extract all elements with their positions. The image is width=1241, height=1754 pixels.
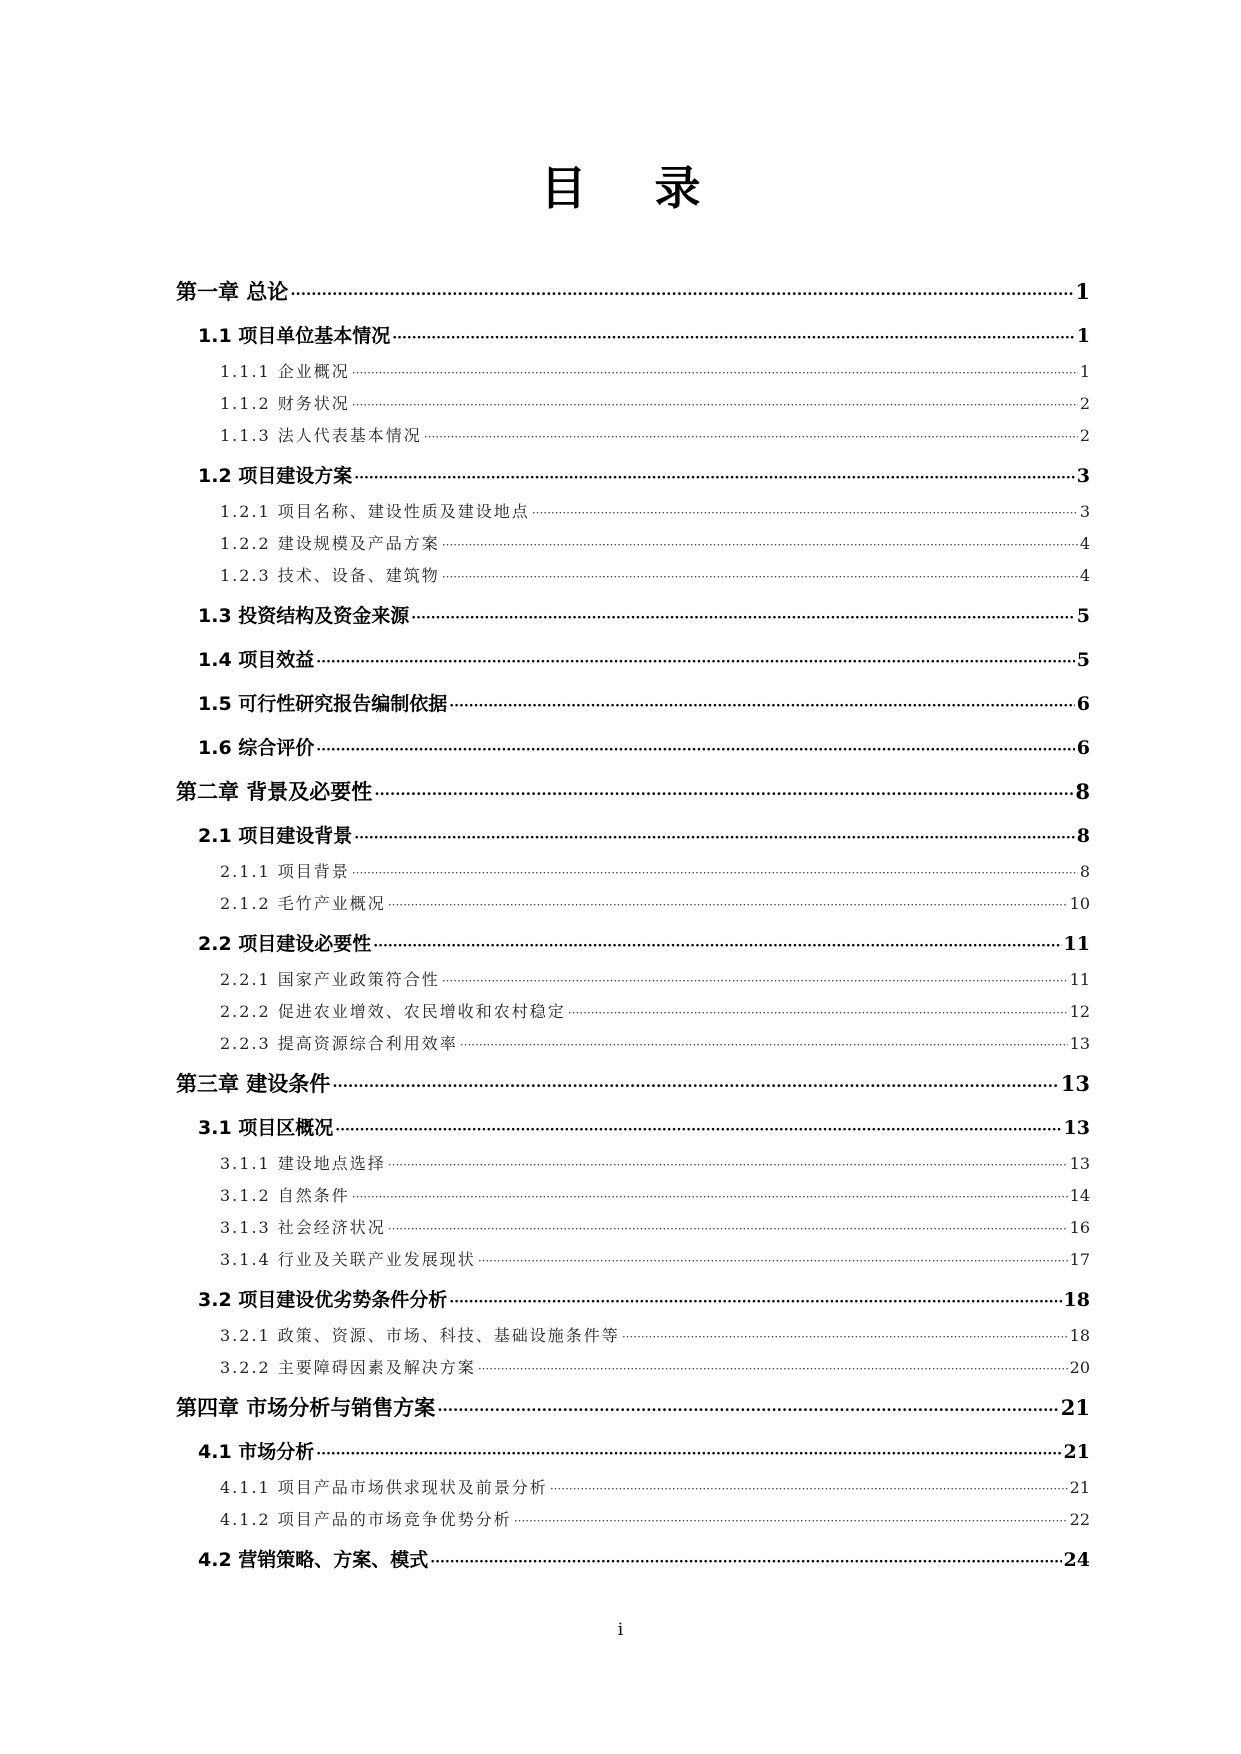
toc-entry-label: 第四章 市场分析与销售方案 [176,1396,436,1420]
toc-entry-page: 1 [1079,362,1090,381]
dot-leader [449,1282,1061,1322]
toc-entry[interactable] [176,964,1090,996]
toc-entry-page: 6 [1076,693,1090,715]
toc-entry[interactable] [176,596,1090,636]
toc-entry[interactable] [176,816,1090,856]
toc-entry-label: 第二章 背景及必要性 [176,780,373,804]
toc-entry-page: 20 [1069,1358,1090,1377]
toc-entry-page: 1 [1075,279,1090,304]
dot-leader [411,598,1074,638]
toc-entry[interactable] [176,772,1090,812]
toc-entry-page: 2 [1079,426,1090,445]
toc-entry-page: 17 [1069,1250,1090,1269]
toc-entry-label: 第三章 建设条件 [176,1072,331,1096]
toc-entry[interactable] [176,1388,1090,1428]
toc-entry[interactable] [176,1148,1090,1180]
toc-entry-page: 5 [1076,605,1090,627]
dot-leader [388,1149,1068,1181]
dot-leader [532,497,1078,529]
table-of-contents [176,268,1090,1580]
dot-leader [335,1110,1061,1150]
toc-entry-page: 13 [1060,1071,1090,1096]
toc-entry-page: 13 [1069,1154,1090,1173]
toc-entry-label: 3.2.1 政策、资源、市场、科技、基础设施条件等 [220,1326,620,1345]
toc-entry[interactable] [176,1504,1090,1536]
toc-entry-page: 8 [1075,779,1090,804]
toc-entry-page: 6 [1076,737,1090,759]
toc-entry-page: 18 [1063,1289,1090,1311]
toc-entry-label: 4.1 市场分析 [198,1441,315,1463]
dot-leader [352,357,1078,389]
toc-entry-label: 4.1.1 项目产品市场供求现状及前景分析 [220,1478,548,1497]
dot-leader [392,318,1074,358]
toc-entry-page: 24 [1063,1549,1090,1571]
toc-entry-label: 1.2 项目建设方案 [198,465,353,487]
dot-leader [352,857,1078,889]
dot-leader [332,1066,1058,1106]
toc-entry-label: 1.1 项目单位基本情况 [198,325,391,347]
dot-leader [316,730,1074,770]
dot-leader [352,1181,1068,1213]
dot-leader [550,1473,1068,1505]
toc-entry-label: 4.2 营销策略、方案、模式 [198,1549,429,1571]
toc-entry-page: 11 [1063,933,1090,955]
dot-leader [374,774,1073,814]
dot-leader [622,1321,1068,1353]
toc-entry[interactable] [176,1472,1090,1504]
toc-entry-page: 21 [1069,1478,1090,1497]
toc-entry-page: 3 [1076,465,1090,487]
dot-leader [478,1245,1068,1277]
toc-entry[interactable] [176,1212,1090,1244]
toc-entry[interactable] [176,856,1090,888]
toc-entry-page: 13 [1063,1117,1090,1139]
dot-leader [316,642,1074,682]
toc-entry[interactable] [176,1540,1090,1580]
toc-entry[interactable] [176,728,1090,768]
toc-entry-label: 1.1.1 企业概况 [220,362,350,381]
dot-leader [430,1542,1061,1582]
toc-entry[interactable] [176,388,1090,420]
toc-entry-label: 1.5 可行性研究报告编制依据 [198,693,448,715]
dot-leader [478,1353,1068,1385]
toc-entry-label: 2.1 项目建设背景 [198,825,353,847]
toc-entry-label: 2.1.2 毛竹产业概况 [220,894,386,913]
toc-entry-label: 3.1.4 行业及关联产业发展现状 [220,1250,476,1269]
toc-entry-page: 13 [1069,1034,1090,1053]
toc-entry-label: 3.1.2 自然条件 [220,1186,350,1205]
toc-entry-page: 16 [1069,1218,1090,1237]
toc-entry-page: 11 [1069,970,1090,989]
toc-entry-label: 1.6 综合评价 [198,737,315,759]
toc-entry[interactable] [176,1028,1090,1060]
toc-entry-page: 14 [1069,1186,1090,1205]
toc-entry-label: 3.2 项目建设优劣势条件分析 [198,1289,448,1311]
toc-entry-page: 1 [1076,325,1090,347]
toc-entry[interactable] [176,496,1090,528]
page-title: 目 录 [540,161,727,215]
toc-entry[interactable] [176,528,1090,560]
toc-entry-label: 2.1.1 项目背景 [220,862,350,881]
dot-leader [442,965,1068,997]
toc-entry-label: 1.3 投资结构及资金来源 [198,605,410,627]
toc-entry[interactable] [176,1432,1090,1472]
toc-entry-label: 1.2.1 项目名称、建设性质及建设地点 [220,502,530,521]
toc-entry[interactable] [176,456,1090,496]
toc-entry[interactable] [176,356,1090,388]
toc-entry-label: 3.1.3 社会经济状况 [220,1218,386,1237]
toc-entry[interactable] [176,272,1090,312]
dot-leader [437,1390,1058,1430]
toc-entry-page: 22 [1069,1510,1090,1529]
page-number: i [617,1620,624,1640]
toc-entry[interactable] [176,640,1090,680]
dot-leader [373,926,1061,966]
toc-entry-page: 8 [1076,825,1090,847]
dot-leader [442,529,1078,561]
toc-entry[interactable] [176,996,1090,1028]
toc-entry-label: 1.2.2 建设规模及产品方案 [220,534,440,553]
dot-leader [290,274,1073,314]
toc-entry-label: 3.1.1 建设地点选择 [220,1154,386,1173]
toc-entry-page: 8 [1079,862,1090,881]
toc-entry[interactable] [176,1280,1090,1320]
toc-entry-label: 2.2.2 促进农业增效、农民增收和农村稳定 [220,1002,566,1021]
dot-leader [388,889,1068,921]
toc-entry-label: 2.2 项目建设必要性 [198,933,372,955]
toc-entry-label: 2.2.1 国家产业政策符合性 [220,970,440,989]
dot-leader [424,421,1078,453]
toc-entry[interactable] [176,1064,1090,1104]
toc-entry-label: 1.1.2 财务状况 [220,394,350,413]
toc-entry[interactable] [176,316,1090,356]
toc-entry-page: 3 [1079,502,1090,521]
toc-entry[interactable] [176,1244,1090,1276]
dot-leader [352,389,1078,421]
toc-entry-label: 2.2.3 提高资源综合利用效率 [220,1034,458,1053]
toc-entry[interactable] [176,1352,1090,1384]
toc-entry[interactable] [176,1320,1090,1352]
dot-leader [460,1029,1068,1061]
toc-entry[interactable] [176,888,1090,920]
dot-leader [449,686,1074,726]
toc-entry[interactable] [176,684,1090,724]
dot-leader [388,1213,1068,1245]
dot-leader [354,818,1074,858]
toc-entry-page: 21 [1063,1441,1090,1463]
toc-entry-label: 1.1.3 法人代表基本情况 [220,426,422,445]
dot-leader [568,997,1068,1029]
toc-entry[interactable] [176,420,1090,452]
toc-entry-label: 第一章 总论 [176,280,289,304]
toc-entry-label: 4.1.2 项目产品的市场竞争优势分析 [220,1510,512,1529]
toc-entry[interactable] [176,560,1090,592]
toc-entry-label: 3.2.2 主要障碍因素及解决方案 [220,1358,476,1377]
toc-entry-page: 18 [1069,1326,1090,1345]
toc-entry-label: 1.4 项目效益 [198,649,315,671]
dot-leader [316,1434,1061,1474]
toc-entry[interactable] [176,1108,1090,1148]
dot-leader [354,458,1074,498]
toc-entry[interactable] [176,1180,1090,1212]
toc-entry-page: 2 [1079,394,1090,413]
toc-entry-page: 21 [1060,1395,1090,1420]
toc-entry-page: 4 [1079,534,1090,553]
dot-leader [442,561,1078,593]
toc-entry-label: 3.1 项目区概况 [198,1117,334,1139]
toc-entry-page: 5 [1076,649,1090,671]
toc-entry-page: 10 [1069,894,1090,913]
toc-entry-label: 1.2.3 技术、设备、建筑物 [220,566,440,585]
dot-leader [514,1505,1068,1537]
toc-entry[interactable] [176,924,1090,964]
toc-entry-page: 12 [1069,1002,1090,1021]
toc-entry-page: 4 [1079,566,1090,585]
